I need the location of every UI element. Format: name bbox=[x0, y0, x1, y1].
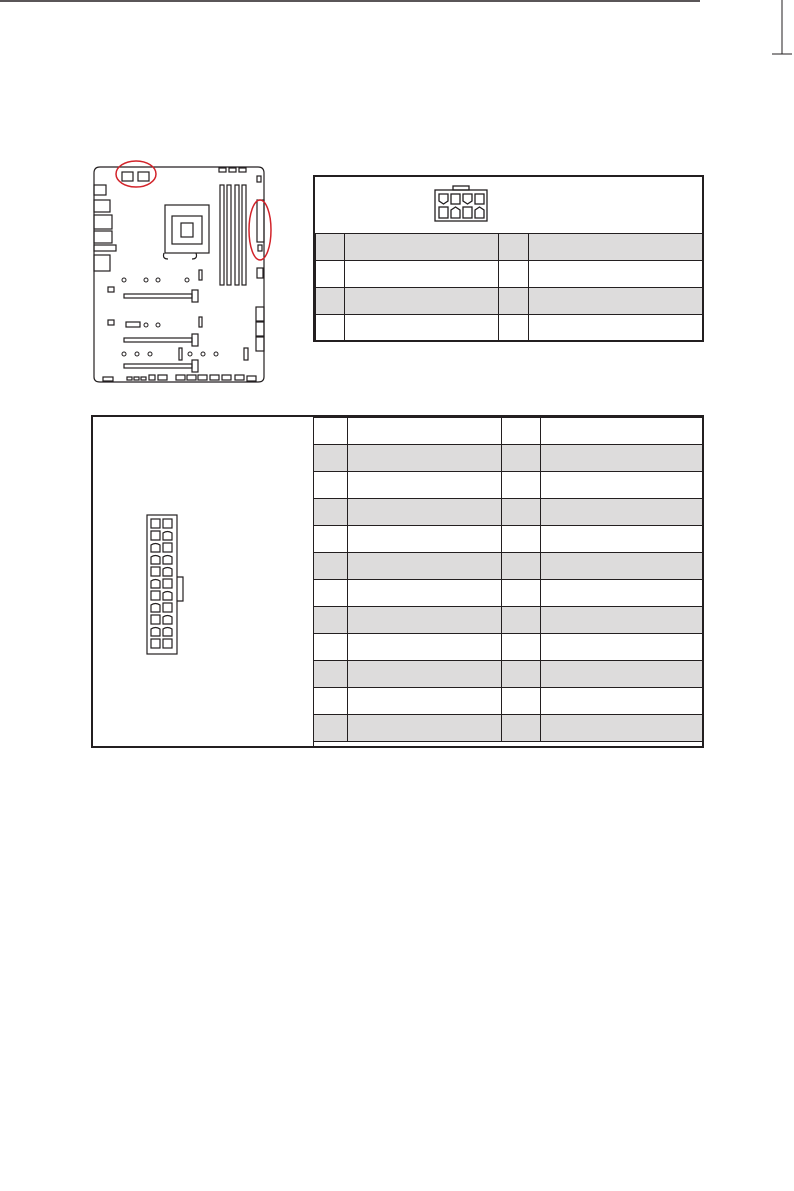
8-pin-power-connector-icon bbox=[433, 185, 489, 223]
signal-b bbox=[529, 288, 703, 315]
table-row bbox=[316, 261, 703, 288]
signal-b bbox=[541, 499, 703, 526]
pin-number-b bbox=[502, 499, 541, 526]
cpu-power-table-frame bbox=[313, 175, 704, 342]
pin-number-a bbox=[316, 261, 345, 288]
table-row bbox=[314, 472, 703, 499]
cpu-power-pin-table bbox=[315, 233, 703, 342]
pin-number-a bbox=[314, 499, 348, 526]
signal-a bbox=[348, 418, 502, 445]
atx-connector-panel bbox=[93, 417, 314, 746]
pin-number-a bbox=[316, 234, 345, 261]
signal-a bbox=[348, 472, 502, 499]
pin-number-a bbox=[314, 418, 348, 445]
signal-a bbox=[348, 553, 502, 580]
signal-b bbox=[541, 526, 703, 553]
signal-a bbox=[345, 288, 499, 315]
table-row bbox=[314, 418, 703, 445]
page-top-rule bbox=[0, 0, 794, 2]
pin-number-b bbox=[499, 261, 529, 288]
pin-number-b bbox=[502, 661, 541, 688]
atx-power-pin-table bbox=[313, 417, 703, 742]
pin-number-b bbox=[502, 553, 541, 580]
table-row bbox=[314, 661, 703, 688]
signal-a bbox=[348, 499, 502, 526]
atx-power-table-frame bbox=[91, 415, 704, 748]
signal-b bbox=[529, 234, 703, 261]
table-row bbox=[316, 288, 703, 315]
table-row bbox=[316, 234, 703, 261]
pin-number-a bbox=[314, 607, 348, 634]
signal-a bbox=[348, 445, 502, 472]
pin-number-a bbox=[316, 315, 345, 342]
signal-b bbox=[541, 688, 703, 715]
pin-number-b bbox=[502, 715, 541, 742]
table-row bbox=[314, 607, 703, 634]
signal-b bbox=[529, 315, 703, 342]
pin-number-b bbox=[502, 526, 541, 553]
pin-number-a bbox=[316, 288, 345, 315]
signal-a bbox=[348, 661, 502, 688]
table-row bbox=[314, 553, 703, 580]
pin-number-a bbox=[314, 580, 348, 607]
pin-number-a bbox=[314, 688, 348, 715]
table-row bbox=[314, 634, 703, 661]
pin-number-b bbox=[502, 580, 541, 607]
pin-number-b bbox=[499, 315, 529, 342]
signal-b bbox=[529, 261, 703, 288]
signal-b bbox=[541, 634, 703, 661]
table-row bbox=[314, 445, 703, 472]
signal-b bbox=[541, 580, 703, 607]
signal-a bbox=[348, 526, 502, 553]
signal-a bbox=[348, 580, 502, 607]
page-edge-marker bbox=[770, 0, 794, 60]
table-row bbox=[314, 715, 703, 742]
pin-number-b bbox=[502, 634, 541, 661]
table-row bbox=[314, 499, 703, 526]
table-row bbox=[314, 688, 703, 715]
pin-number-a bbox=[314, 445, 348, 472]
pin-number-a bbox=[314, 715, 348, 742]
table-row bbox=[314, 526, 703, 553]
pin-number-b bbox=[502, 445, 541, 472]
signal-b bbox=[541, 661, 703, 688]
pin-number-b bbox=[502, 688, 541, 715]
signal-b bbox=[541, 607, 703, 634]
signal-a bbox=[345, 315, 499, 342]
pin-number-a bbox=[314, 472, 348, 499]
pin-number-a bbox=[314, 661, 348, 688]
signal-b bbox=[541, 553, 703, 580]
signal-a bbox=[348, 634, 502, 661]
pin-number-a bbox=[314, 634, 348, 661]
signal-b bbox=[541, 445, 703, 472]
table-row bbox=[316, 315, 703, 342]
pin-number-b bbox=[499, 288, 529, 315]
motherboard-layout-diagram bbox=[86, 155, 282, 390]
signal-a bbox=[348, 607, 502, 634]
pin-number-b bbox=[502, 607, 541, 634]
signal-a bbox=[345, 261, 499, 288]
signal-b bbox=[541, 418, 703, 445]
24-pin-atx-connector-icon bbox=[145, 513, 187, 656]
pin-number-b bbox=[502, 418, 541, 445]
pin-number-a bbox=[314, 526, 348, 553]
signal-a bbox=[345, 234, 499, 261]
signal-b bbox=[541, 715, 703, 742]
signal-a bbox=[348, 715, 502, 742]
signal-a bbox=[348, 688, 502, 715]
pin-number-b bbox=[502, 472, 541, 499]
table-row bbox=[314, 580, 703, 607]
pin-number-a bbox=[314, 553, 348, 580]
signal-b bbox=[541, 472, 703, 499]
pin-number-b bbox=[499, 234, 529, 261]
